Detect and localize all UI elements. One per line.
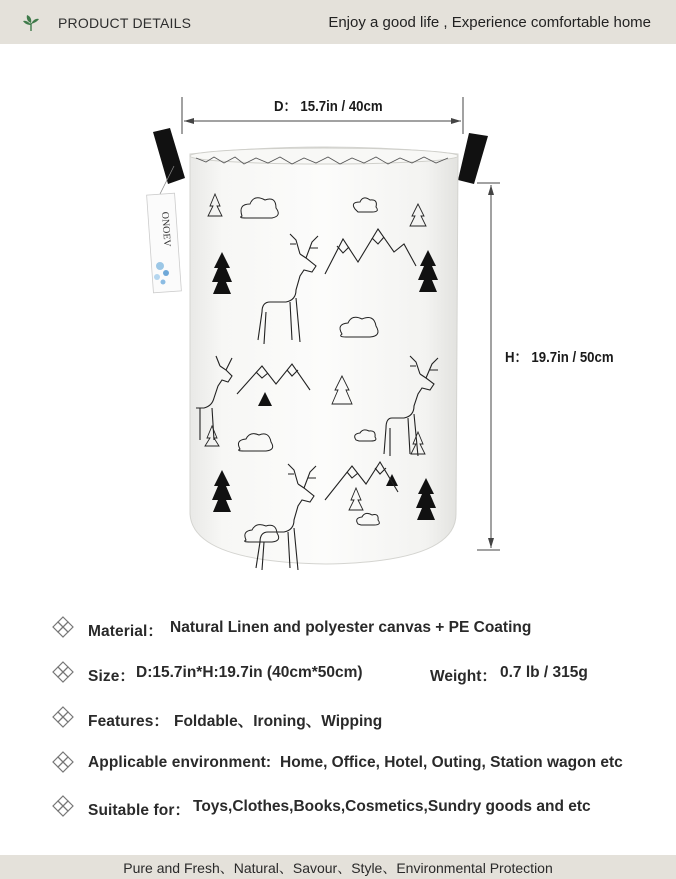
feature-label-material: Material： — [88, 623, 163, 640]
basket-body — [190, 147, 458, 564]
feature-value-features: Foldable、Ironing、Wipping — [174, 713, 383, 730]
feature-label-size: Size： — [88, 668, 136, 685]
footer-bar — [0, 855, 676, 879]
header-bar — [0, 0, 676, 44]
feature-label-features: Features： — [88, 713, 170, 730]
feature-label-environment: Applicable environment: — [88, 754, 272, 771]
laundry-basket-illustration — [0, 44, 676, 599]
height-dimension-line — [477, 183, 500, 550]
feature-label-weight: Weight： — [430, 668, 497, 685]
feature-row-features — [0, 706, 676, 732]
feature-value-weight: 0.7 lb / 315g — [500, 664, 588, 681]
feature-value-size: D:15.7in*H:19.7in (40cm*50cm) — [136, 664, 363, 681]
feature-value-material: Natural Linen and polyester canvas + PE Coating — [170, 619, 532, 636]
hang-tag-text: ONOEV — [159, 211, 173, 248]
feature-row-environment — [0, 751, 676, 777]
hang-tag — [147, 166, 182, 293]
height-label: H： 19.7in / 50cm — [505, 349, 614, 366]
diamond-bullet-icon — [52, 661, 74, 683]
footer-text: Pure and Fresh、Natural、Savour、Style、Environmental Protection — [123, 860, 553, 876]
diamond-bullet-icon — [52, 795, 74, 817]
leaf-logo-icon — [20, 11, 42, 33]
feature-value-suitable: Toys,Clothes,Books,Cosmetics,Sundry goods and etc — [193, 798, 591, 815]
feature-label-suitable: Suitable for： — [88, 802, 191, 819]
header-slogan: Enjoy a good life , Experience comfortable home — [328, 14, 651, 31]
diamond-bullet-icon — [52, 751, 74, 773]
feature-row-suitable — [0, 795, 676, 821]
feature-value-environment: Home, Office, Hotel, Outing, Station wagon etc — [280, 754, 623, 771]
feature-row-size — [0, 661, 676, 687]
feature-row-material — [0, 616, 676, 642]
header-title: PRODUCT DETAILS — [58, 15, 192, 31]
right-handle — [458, 133, 488, 184]
diameter-label: D： 15.7in / 40cm — [274, 98, 383, 115]
diamond-bullet-icon — [52, 616, 74, 638]
diamond-bullet-icon — [52, 706, 74, 728]
product-image — [0, 44, 676, 599]
